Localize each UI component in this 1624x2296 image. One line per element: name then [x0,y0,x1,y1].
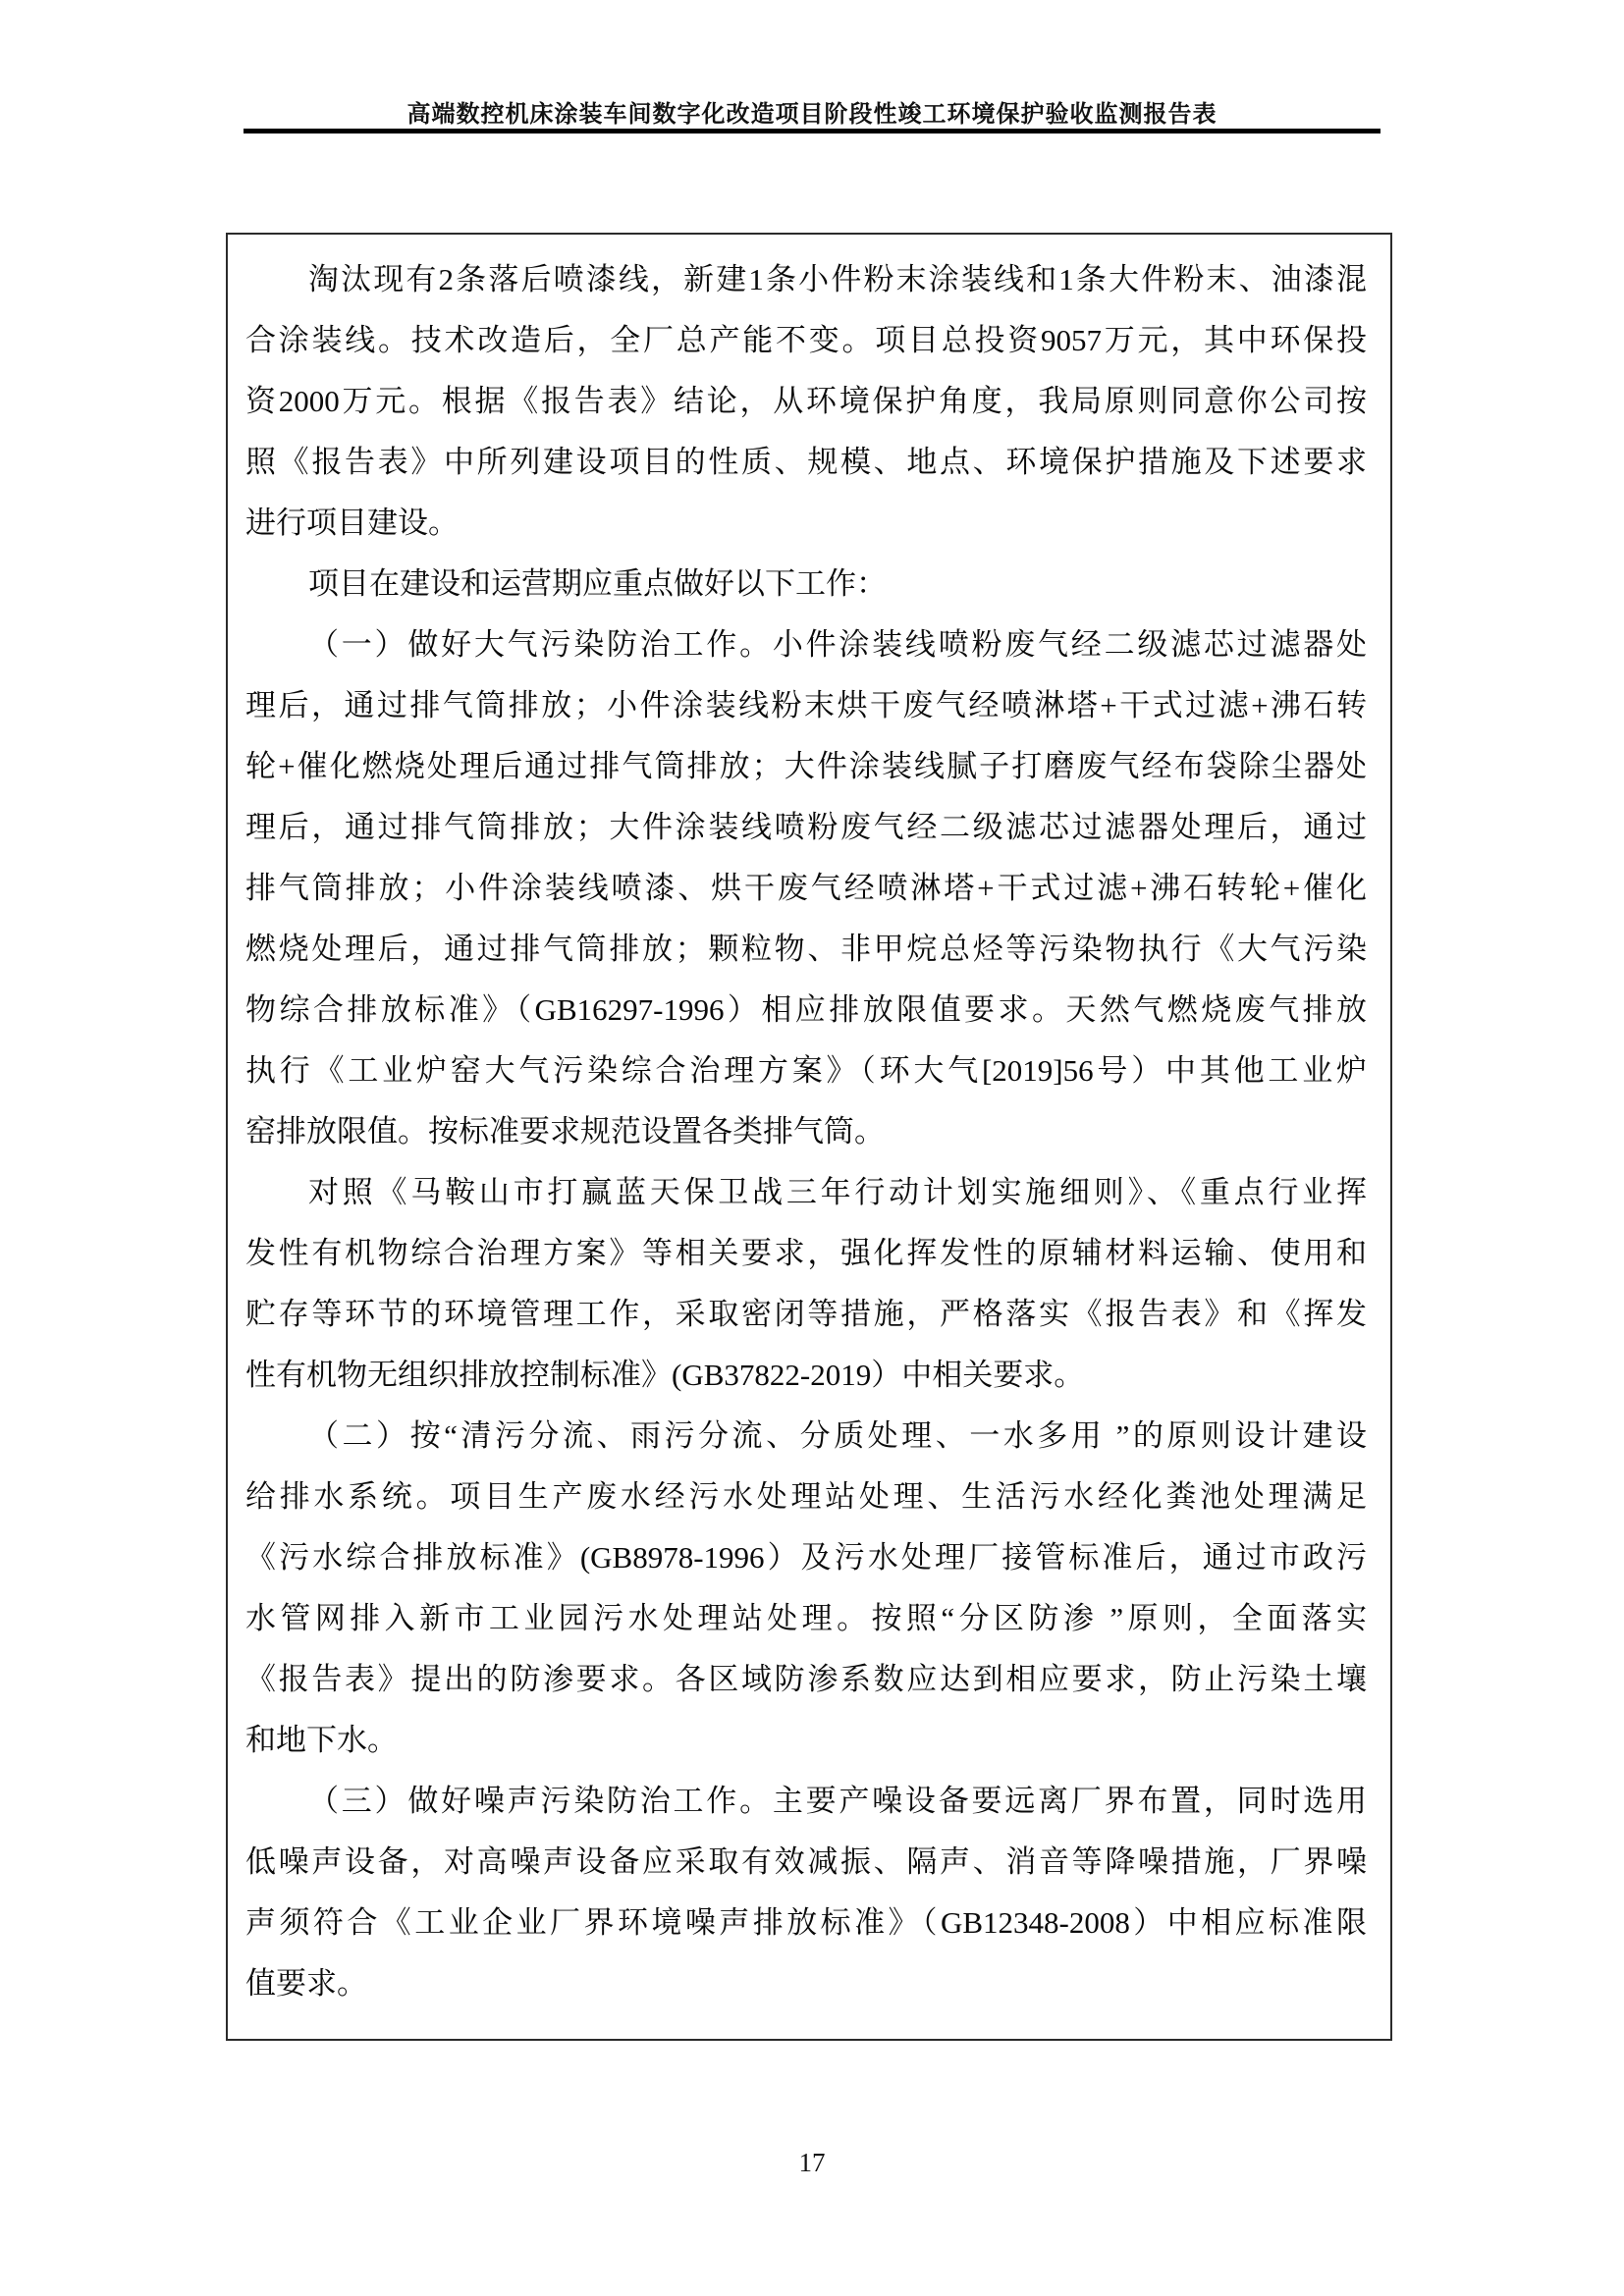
text-line: （一）做好大气污染防治工作。小件涂装线喷粉废气经二级滤芯过滤器处 [308,627,1367,662]
page-header-title: 高端数控机床涂装车间数字化改造项目阶段性竣工环境保护验收监测报告表 [406,102,1218,128]
text-line: 理后，通过排气筒排放；大件涂装线喷粉废气经二级滤芯过滤器处理后，通过 [245,810,1367,844]
text-line: 声须符合《工业企业厂界环境噪声排放标准》（GB12348-2008）中相应标准限 [245,1905,1367,1940]
text-line: 排气筒排放；小件涂装线喷漆、烘干废气经喷淋塔+干式过滤+沸石转轮+催化 [245,871,1367,905]
text-line: 资2000万元。根据《报告表》结论，从环境保护角度，我局原则同意你公司按 [245,384,1367,418]
text-line: 和地下水。 [245,1723,398,1757]
text-line: 贮存等环节的环境管理工作，采取密闭等措施，严格落实《报告表》和《挥发 [245,1297,1367,1331]
text-line: （二）按“清污分流、雨污分流、分质处理、一水多用 ”的原则设计建设 [308,1418,1367,1453]
text-line: 合涂装线。技术改造后，全厂总产能不变。项目总投资9057万元，其中环保投 [245,323,1367,357]
text-line: 照《报告表》中所列建设项目的性质、规模、地点、环境保护措施及下述要求 [245,445,1367,479]
text-line: （三）做好噪声污染防治工作。主要产噪设备要远离厂界布置，同时选用 [308,1784,1367,1818]
text-line: 轮+催化燃烧处理后通过排气筒排放；大件涂装线腻子打磨废气经布袋除尘器处 [245,749,1367,783]
text-line: 进行项目建设。 [245,506,459,540]
text-line: 发性有机物综合治理方案》等相关要求，强化挥发性的原辅材料运输、使用和 [245,1236,1367,1270]
text-line: 执行《工业炉窑大气污染综合治理方案》（环大气[2019]56号）中其他工业炉 [245,1053,1367,1088]
text-line: 物综合排放标准》（GB16297-1996）相应排放限值要求。天然气燃烧废气排放 [245,992,1367,1027]
content-border-box [226,233,1392,2041]
text-line: 值要求。 [245,1966,367,2001]
text-line: 《污水综合排放标准》(GB8978-1996）及污水处理厂接管标准后，通过市政污 [245,1540,1367,1575]
text-line: 低噪声设备，对高噪声设备应采取有效减振、隔声、消音等降噪措施，厂界噪 [245,1844,1367,1879]
document-body [228,235,1390,2014]
text-line: 对照《马鞍山市打赢蓝天保卫战三年行动计划实施细则》、《重点行业挥 [308,1175,1367,1209]
text-line: 性有机物无组织排放控制标准》(GB37822-2019）中相关要求。 [245,1358,1085,1392]
text-line: 水管网排入新市工业园污水处理站处理。按照“分区防渗 ”原则，全面落实 [245,1601,1367,1635]
text-line: 窑排放限值。按标准要求规范设置各类排气筒。 [245,1114,885,1148]
text-line: 淘汰现有2条落后喷漆线，新建1条小件粉末涂装线和1条大件粉末、油漆混 [308,262,1367,296]
text-line: 给排水系统。项目生产废水经污水处理站处理、生活污水经化粪池处理满足 [245,1479,1367,1514]
page-number: 17 [798,2148,826,2177]
text-line: 理后，通过排气筒排放；小件涂装线粉末烘干废气经喷淋塔+干式过滤+沸石转 [245,688,1367,722]
text-line: 燃烧处理后，通过排气筒排放；颗粒物、非甲烷总烃等污染物执行《大气污染 [245,932,1367,966]
text-line: 《报告表》提出的防渗要求。各区域防渗系数应达到相应要求，防止污染土壤 [245,1662,1367,1696]
header-divider-rule [244,129,1380,133]
text-line: 项目在建设和运营期应重点做好以下工作： [308,566,887,601]
